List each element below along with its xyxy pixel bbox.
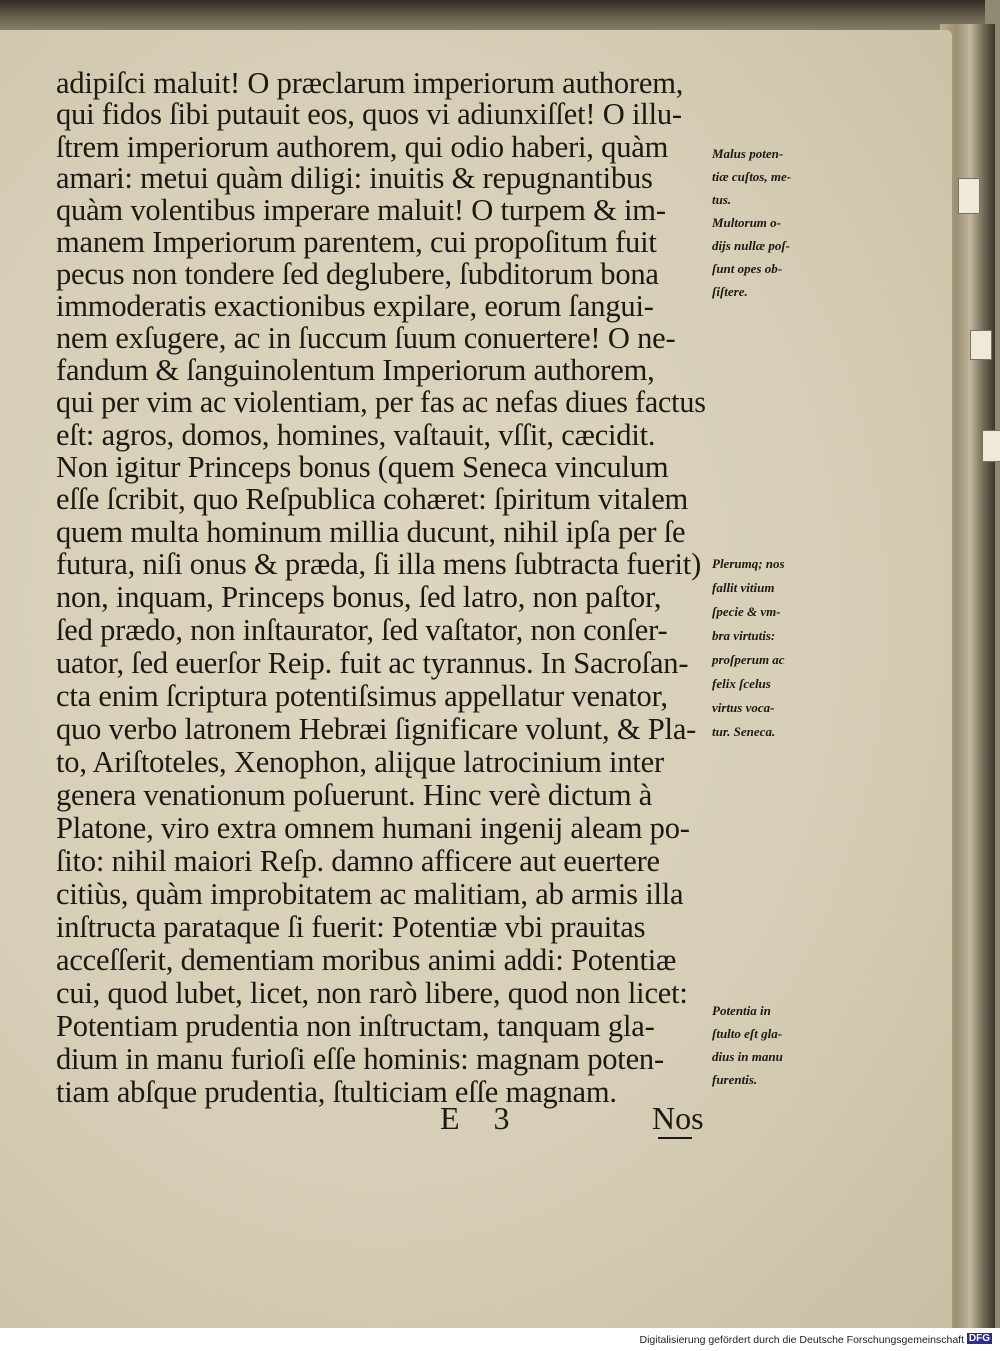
text-line: amari: metui quàm diligi: inuitis & repugnantibus [56,161,653,195]
marginal-note-line: ſunt opes ob- [712,261,783,276]
signature-letter: E [440,1100,460,1136]
text-line: ſito: nihil maiori Reſp. damno afficere aut euertere [56,844,660,878]
marginal-note-line: proſperum ac [712,652,785,667]
text-line: inſtructa parataque ſi fuerit: Potentiæ vbi prauitas [56,910,646,944]
marginal-note-line: ſpecie & vm- [712,604,781,619]
text-line: genera venationum poſuerunt. Hinc verè dictum à [56,778,653,812]
text-line: immoderatis exactionibus expilare, eorum ſangui- [56,289,654,323]
marginal-note-line: tus. [712,192,732,207]
text-line: qui per vim ac violentiam, per fas ac nefas diues factus [56,385,706,419]
dfg-logo: DFG [968,1333,990,1344]
marginal-note-line: ſtulto eſt gla- [712,1026,783,1041]
page-tab-marker [982,430,1000,462]
marginal-note-line: fallit vitium [712,580,775,595]
text-line: ſed prædo, non inſtaurator, ſed vaſtator, non conſer- [56,613,668,647]
text-line: acceſſerit, dementiam moribus animi addi: Potentiæ [56,943,677,977]
text-line: citiùs, quàm improbitatem ac malitiam, ab armis illa [56,877,684,911]
marginal-note-line: furentis. [712,1072,758,1087]
catchword: Nos [652,1100,704,1136]
signature-number: 3 [493,1100,510,1136]
text-line: to, Ariſtoteles, Xenophon, aliįque latrocinium inter [56,745,664,779]
marginal-note-line: virtus voca- [712,700,775,715]
marginal-note-line: bra virtutis: [712,628,776,643]
text-line: quem multa hominum millia ducunt, nihil ipſa per ſe [56,515,686,549]
marginal-note-line: tiæ cuſtos, me- [712,169,792,184]
text-line: adipiſci maluit! O præclarum imperiorum authorem, [56,66,684,100]
text-line: dium in manu furioſi eſſe hominis: magnam poten- [56,1042,664,1076]
text-line: qui fidos ſibi putauit eos, quos vi adiunxiſſet! O illu- [56,97,682,131]
text-line: uator, ſed euerſor Reip. fuit ac tyrannus. In Sacroſan- [56,646,689,680]
text-line: Potentiam prudentia non inſtructam, tanquam gla- [56,1009,655,1043]
marginal-note-line: dijs nullæ poſ- [712,238,791,253]
signature-mark [440,1100,510,1137]
marginal-note-line: dius in manu [712,1049,783,1064]
marginal-note-line: Malus poten- [712,146,784,161]
text-line: nem exſugere, ac in ſuccum ſuum conuertere! O ne- [56,321,676,355]
text-line: Non igitur Princeps bonus (quem Seneca vinculum [56,450,669,484]
text-line: tiam abſque prudentia, ſtulticiam eſſe magnam. [56,1075,617,1109]
text-line: quàm volentibus imperare maluit! O turpem & im- [56,193,666,227]
marginal-note-line: tur. Seneca. [712,724,776,739]
text-line: cta enim ſcriptura potentiſsimus appellatur venator, [56,679,668,713]
text-line: cui, quod lubet, licet, non rarò libere, quod non licet: [56,976,688,1010]
text-line: non, inquam, Princeps bonus, ſed latro, non paſtor, [56,580,662,614]
page-tab-marker [958,178,980,214]
page-tab-marker [970,330,992,360]
text-line: Platone, viro extra omnem humani ingenij aleam po- [56,811,690,845]
text-line: fandum & ſanguinolentum Imperiorum authorem, [56,353,655,387]
text-line: pecus non tondere ſed deglubere, ſubditorum bona [56,257,659,291]
marginal-note-line: Plerumq; nos [712,556,785,571]
marginal-note-line: ſiſtere. [712,284,748,299]
text-line: eſſe ſcribit, quo Reſpublica cohæret: ſpiritum vitalem [56,482,689,516]
text-line: futura, niſi onus & præda, ſi illa mens ſubtracta fuerit) [56,547,702,581]
text-line: quo verbo latronem Hebræi ſignificare volunt, & Pla- [56,712,697,746]
marginal-note-line: Multorum o- [712,215,781,230]
text-line: manem Imperiorum parentem, cui propoſitum fuit [56,225,657,259]
text-line: eſt: agros, domos, homines, vaſtauit, vſſit, cæcidit. [56,418,656,452]
marginal-note-line: felix ſcelus [712,676,771,691]
text-line: ſtrem imperiorum authorem, qui odio haberi, quàm [56,130,669,164]
marginal-note-line: Potentia in [712,1003,771,1018]
digitization-credit: Digitalisierung gefördert durch die Deutsche Forschungsgemeinschaft [639,1334,964,1346]
